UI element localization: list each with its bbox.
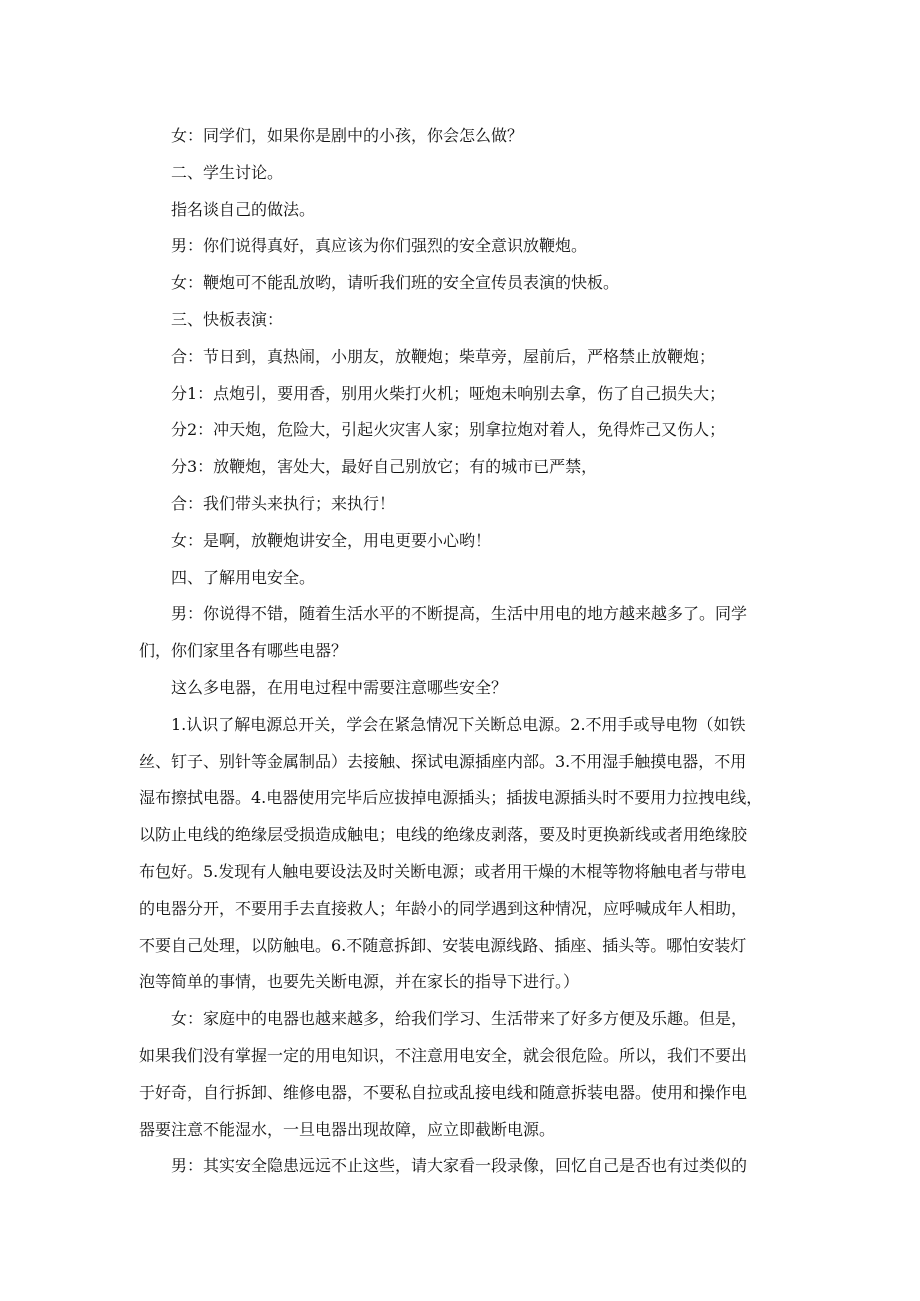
- paragraph-boy: [139, 596, 789, 670]
- text-line: 女：是啊，放鞭炮讲安全，用电更要小心哟！: [171, 530, 492, 550]
- paragraph-line: 器要注意不能湿水，一旦电器出现故障，应立即截断电源。: [139, 1119, 556, 1139]
- paragraph-line: 以防止电线的绝缘层受损造成触电；电线的绝缘皮剥落，要及时更换新线或者用绝缘胶: [139, 825, 748, 845]
- paragraph-line: 丝、钉子、别针等金属制品）去接触、探试电源插座内部。3.不用湿手触摸电器，不用: [139, 751, 747, 771]
- text-line: 男：其实安全隐患远远不止这些，请大家看一段录像，回忆自己是否也有过类似的: [171, 1156, 748, 1176]
- text-line: 女：同学们，如果你是剧中的小孩，你会怎么做？: [171, 126, 524, 145]
- paragraph-line: 的电器分开，不要用手去直接救人；年龄小的同学遇到这种情况，应呼喊成年人相助，: [139, 898, 748, 918]
- paragraph-line: 泡等简单的事情，也要先关断电源，并在家长的指导下进行。）: [139, 972, 580, 992]
- text-line: 这么多电器，在用电过程中需要注意哪些安全？: [171, 677, 508, 697]
- text-line: 分3：放鞭炮，害处大，最好自己别放它；有的城市已严禁，: [171, 457, 598, 477]
- text-line: 男：你们说得真好，真应该为你们强烈的安全意识放鞭炮。: [171, 236, 588, 256]
- document-page: [139, 118, 789, 1185]
- text-line: 合：我们带头来执行；来执行！: [171, 493, 396, 513]
- text-line: 女：鞭炮可不能乱放哟，请听我们班的安全宣传员表演的快板。: [171, 273, 620, 293]
- paragraph-girl: [139, 1001, 789, 1148]
- text-line: 分2：冲天炮，危险大，引起火灾害人家；别拿拉炮对着人，免得炸己又伤人；: [171, 420, 726, 440]
- text-line: 合：节日到，真热闹，小朋友，放鞭炮；柴草旁，屋前后，严格禁止放鞭炮；: [171, 346, 716, 366]
- paragraph-line: 男：你说得不错，随着生活水平的不断提高，生活中用电的地方越来越多了。同学: [171, 604, 748, 624]
- text-line: 分1：点炮引，要用香，别用火柴打火机；哑炮未响别去拿，伤了自己损失大；: [171, 383, 726, 403]
- text-line: 指名谈自己的做法。: [171, 199, 316, 219]
- paragraph-line: 们，你们家里各有哪些电器？: [139, 641, 348, 661]
- paragraph-line: 布包好。5.发现有人触电要设法及时关断电源；或者用干燥的木棍等物将触电者与带电: [139, 861, 747, 881]
- paragraph-line: 于好奇，自行拆卸、维修电器，不要私自拉或乱接电线和随意拆装电器。使用和操作电: [139, 1082, 748, 1102]
- section-heading: 三、快板表演：: [171, 309, 284, 329]
- paragraph-line: 1.认识了解电源总开关，学会在紧急情况下关断总电源。2.不用手或导电物（如铁: [171, 714, 746, 734]
- section-heading: 四、了解用电安全。: [171, 567, 316, 587]
- paragraph-line: 如果我们没有掌握一定的用电知识，不注意用电安全，就会很危险。所以，我们不要出: [139, 1045, 748, 1065]
- paragraph-line: 女：家庭中的电器也越来越多，给我们学习、生活带来了好多方便及乐趣。但是，: [171, 1009, 748, 1029]
- section-heading: 二、学生讨论。: [171, 162, 284, 182]
- paragraph-safety-rules: [139, 707, 789, 1001]
- paragraph-line: 不要自己处理，以防触电。6.不随意拆卸、安装电源线路、插座、插头等。哪怕安装灯: [139, 935, 747, 955]
- paragraph-line: 湿布擦拭电器。4.电器使用完毕后应拔掉电源插头；插拔电源插头时不要用力拉拽电线，: [139, 788, 763, 808]
